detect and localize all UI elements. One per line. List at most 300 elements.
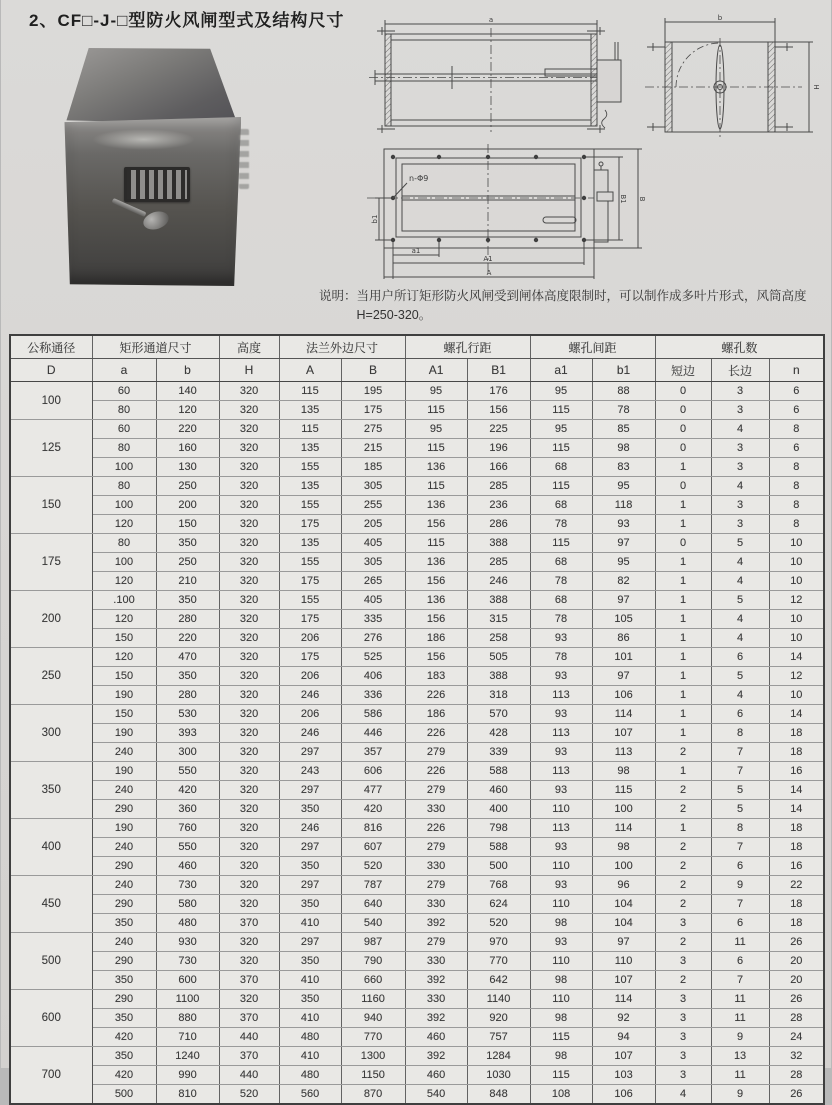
table-row [10, 933, 824, 952]
spec-value-cell: 236 [467, 496, 530, 515]
spec-value-cell: 315 [467, 610, 530, 629]
spec-value-cell: 290 [92, 990, 156, 1009]
spec-value-cell: 350 [279, 952, 341, 971]
spec-value-cell: 186 [405, 629, 467, 648]
spec-value-cell: 787 [341, 876, 405, 895]
spec-value-cell: 760 [156, 819, 219, 838]
spec-value-cell: 10 [769, 553, 824, 572]
spec-value-cell: 95 [530, 382, 592, 401]
spec-value-cell: 1 [655, 762, 711, 781]
spec-value-cell: 11 [711, 933, 769, 952]
spec-value-cell: 98 [530, 1009, 592, 1028]
spec-value-cell: 11 [711, 1066, 769, 1085]
spec-value-cell: 6 [711, 705, 769, 724]
spec-value-cell: 1 [655, 610, 711, 629]
spec-value-cell: 520 [341, 857, 405, 876]
spec-value-cell: 280 [156, 610, 219, 629]
spec-value-cell: 18 [769, 914, 824, 933]
spec-value-cell: 320 [219, 705, 279, 724]
spec-value-cell: 13 [711, 1047, 769, 1066]
spec-value-cell: 113 [530, 724, 592, 743]
nominal-diameter-cell: 400 [10, 819, 92, 876]
nominal-diameter-cell: 500 [10, 933, 92, 990]
spec-value-cell: 4 [711, 420, 769, 439]
spec-value-cell: 8 [769, 515, 824, 534]
spec-value-cell: 240 [92, 933, 156, 952]
spec-value-cell: 320 [219, 401, 279, 420]
nominal-diameter-cell: 600 [10, 990, 92, 1047]
spec-value-cell: 28 [769, 1066, 824, 1085]
spec-value-cell: 7 [711, 895, 769, 914]
table-row [10, 610, 824, 629]
spec-value-cell: 93 [530, 743, 592, 762]
spec-value-cell: 2 [655, 895, 711, 914]
spec-value-cell: 150 [92, 705, 156, 724]
spec-value-cell: 3 [655, 952, 711, 971]
header-short-side: 短边 [655, 359, 711, 382]
spec-value-cell: 80 [92, 439, 156, 458]
spec-value-cell: 1300 [341, 1047, 405, 1066]
spec-value-cell: 246 [279, 686, 341, 705]
spec-value-cell: 240 [92, 781, 156, 800]
spec-value-cell: 97 [592, 534, 655, 553]
spec-value-cell: 640 [341, 895, 405, 914]
spec-value-cell: 406 [341, 667, 405, 686]
spec-value-cell: 140 [156, 382, 219, 401]
spec-value-cell: 1 [655, 648, 711, 667]
spec-value-cell: 320 [219, 724, 279, 743]
spec-value-cell: 226 [405, 724, 467, 743]
spec-value-cell: 920 [467, 1009, 530, 1028]
spec-value-cell: 98 [592, 762, 655, 781]
spec-value-cell: 16 [769, 857, 824, 876]
photo-sheen [92, 129, 194, 150]
spec-value-cell: 275 [341, 420, 405, 439]
spec-value-cell: 115 [405, 534, 467, 553]
photo-louver-grille [124, 167, 190, 202]
table-row [10, 458, 824, 477]
spec-value-cell: 405 [341, 534, 405, 553]
spec-value-cell: 104 [592, 914, 655, 933]
spec-value-cell: 175 [279, 610, 341, 629]
spec-value-cell: 477 [341, 781, 405, 800]
spec-value-cell: 330 [405, 800, 467, 819]
spec-value-cell: 2 [655, 857, 711, 876]
spec-value-cell: 410 [279, 914, 341, 933]
spec-value-cell: 14 [769, 648, 824, 667]
spec-value-cell: 930 [156, 933, 219, 952]
spec-value-cell: 12 [769, 591, 824, 610]
spec-value-cell: 18 [769, 743, 824, 762]
spec-value-cell: 320 [219, 648, 279, 667]
spec-value-cell: 768 [467, 876, 530, 895]
spec-value-cell: 135 [279, 439, 341, 458]
spec-value-cell: 880 [156, 1009, 219, 1028]
spec-value-cell: 607 [341, 838, 405, 857]
spec-value-cell: 115 [279, 382, 341, 401]
spec-value-cell: 115 [530, 401, 592, 420]
spec-value-cell: 410 [279, 1047, 341, 1066]
spec-value-cell: 10 [769, 629, 824, 648]
spec-value-cell: 420 [92, 1066, 156, 1085]
spec-value-cell: 11 [711, 990, 769, 1009]
spec-value-cell: 115 [405, 439, 467, 458]
note-label: 说明： [319, 289, 357, 303]
spec-value-cell: 0 [655, 534, 711, 553]
spec-value-cell: 6 [711, 914, 769, 933]
spec-value-cell: 115 [592, 781, 655, 800]
spec-value-cell: 7 [711, 971, 769, 990]
spec-value-cell: 136 [405, 591, 467, 610]
spec-value-cell: 2 [655, 781, 711, 800]
spec-value-cell: 258 [467, 629, 530, 648]
header-rect-duct-size: 矩形通道尺寸 [92, 335, 219, 359]
spec-value-cell: 5 [711, 781, 769, 800]
table-row [10, 724, 824, 743]
spec-value-cell: 205 [341, 515, 405, 534]
table-row [10, 1066, 824, 1085]
spec-value-cell: 520 [467, 914, 530, 933]
spec-value-cell: 600 [156, 971, 219, 990]
spec-value-cell: 100 [92, 496, 156, 515]
spec-value-cell: 18 [769, 838, 824, 857]
spec-value-cell: 588 [467, 762, 530, 781]
spec-value-cell: 120 [156, 401, 219, 420]
spec-value-cell: 290 [92, 800, 156, 819]
spec-value-cell: 18 [769, 724, 824, 743]
nominal-diameter-cell: 150 [10, 477, 92, 534]
spec-value-cell: 78 [592, 401, 655, 420]
spec-value-cell: 196 [467, 439, 530, 458]
header-H: H [219, 359, 279, 382]
spec-value-cell: 150 [156, 515, 219, 534]
spec-value-cell: 110 [530, 800, 592, 819]
nominal-diameter-cell: 300 [10, 705, 92, 762]
photo-top-face [66, 48, 237, 124]
spec-value-cell: 1 [655, 724, 711, 743]
spec-value-cell: 92 [592, 1009, 655, 1028]
spec-value-cell: 405 [341, 591, 405, 610]
spec-value-cell: 78 [530, 515, 592, 534]
spec-value-cell: 78 [530, 648, 592, 667]
spec-value-cell: 530 [156, 705, 219, 724]
spec-value-cell: 1 [655, 572, 711, 591]
spec-value-cell: 243 [279, 762, 341, 781]
spec-value-cell: 410 [279, 1009, 341, 1028]
spec-value-cell: 0 [655, 401, 711, 420]
spec-value-cell: 320 [219, 382, 279, 401]
spec-value-cell: 175 [279, 572, 341, 591]
table-row [10, 952, 824, 971]
spec-value-cell: 1140 [467, 990, 530, 1009]
spec-value-cell: 1030 [467, 1066, 530, 1085]
spec-value-cell: 6 [769, 401, 824, 420]
scanned-page [1, 0, 831, 1100]
spec-value-cell: 357 [341, 743, 405, 762]
table-row [10, 1085, 824, 1105]
spec-value-cell: 350 [92, 1047, 156, 1066]
spec-value-cell: 16 [769, 762, 824, 781]
spec-value-cell: 93 [530, 667, 592, 686]
spec-value-cell: 93 [530, 933, 592, 952]
spec-value-cell: 1 [655, 515, 711, 534]
spec-value-cell: 520 [219, 1085, 279, 1105]
table-row [10, 477, 824, 496]
spec-value-cell: 103 [592, 1066, 655, 1085]
spec-value-cell: 350 [92, 1009, 156, 1028]
photo-stamp-mark [239, 129, 249, 189]
spec-value-cell: 250 [156, 553, 219, 572]
spec-value-cell: 480 [279, 1028, 341, 1047]
end-view-drawing [637, 14, 832, 144]
spec-value-cell: 114 [592, 990, 655, 1009]
spec-value-cell: 1100 [156, 990, 219, 1009]
spec-value-cell: 350 [156, 591, 219, 610]
table-row [10, 914, 824, 933]
table-row [10, 819, 824, 838]
spec-value-cell: 113 [530, 762, 592, 781]
table-row [10, 838, 824, 857]
product-photo [59, 48, 245, 286]
spec-value-cell: 115 [530, 1066, 592, 1085]
spec-value-cell: 9 [711, 1085, 769, 1105]
spec-value-cell: 32 [769, 1047, 824, 1066]
spec-value-cell: 3 [711, 439, 769, 458]
spec-value-cell: 9 [711, 1028, 769, 1047]
spec-value-cell: 300 [156, 743, 219, 762]
header-D: D [10, 359, 92, 382]
spec-value-cell: 540 [405, 1085, 467, 1105]
spec-value-cell: 98 [592, 838, 655, 857]
spec-value-cell: 97 [592, 933, 655, 952]
spec-value-cell: 166 [467, 458, 530, 477]
spec-value-cell: 60 [92, 420, 156, 439]
spec-value-cell: 206 [279, 667, 341, 686]
spec-value-cell: 110 [530, 857, 592, 876]
spec-value-cell: 660 [341, 971, 405, 990]
spec-value-cell: 100 [592, 800, 655, 819]
spec-value-cell: 570 [467, 705, 530, 724]
spec-value-cell: 98 [530, 914, 592, 933]
spec-value-cell: 78 [530, 610, 592, 629]
spec-value-cell: 2 [655, 971, 711, 990]
spec-value-cell: 388 [467, 667, 530, 686]
spec-value-cell: 20 [769, 952, 824, 971]
spec-value-cell: 320 [219, 819, 279, 838]
spec-value-cell: 297 [279, 743, 341, 762]
spec-value-cell: 22 [769, 876, 824, 895]
spec-value-cell: 136 [405, 553, 467, 572]
spec-value-cell: 6 [769, 439, 824, 458]
header-bolt-hole-pitch: 螺孔间距 [530, 335, 655, 359]
spec-value-cell: 285 [467, 477, 530, 496]
spec-value-cell: 95 [405, 382, 467, 401]
spec-value-cell: 107 [592, 971, 655, 990]
spec-value-cell: 7 [711, 743, 769, 762]
spec-value-cell: 392 [405, 914, 467, 933]
table-row [10, 591, 824, 610]
table-row [10, 534, 824, 553]
spec-value-cell: 110 [530, 895, 592, 914]
table-row [10, 1028, 824, 1047]
spec-value-cell: 580 [156, 895, 219, 914]
spec-value-cell: 220 [156, 420, 219, 439]
spec-value-cell: 470 [156, 648, 219, 667]
spec-value-cell: 730 [156, 952, 219, 971]
spec-value-cell: 6 [711, 952, 769, 971]
spec-value-cell: 320 [219, 572, 279, 591]
spec-value-cell: 95 [592, 477, 655, 496]
spec-value-cell: 330 [405, 895, 467, 914]
spec-value-cell: 93 [530, 781, 592, 800]
spec-value-cell: 115 [530, 1028, 592, 1047]
table-row [10, 648, 824, 667]
spec-value-cell: 525 [341, 648, 405, 667]
spec-value-cell: 93 [530, 838, 592, 857]
spec-value-cell: 83 [592, 458, 655, 477]
spec-value-cell: 113 [530, 686, 592, 705]
spec-value-cell: 104 [592, 895, 655, 914]
spec-value-cell: 110 [530, 990, 592, 1009]
nominal-diameter-cell: 450 [10, 876, 92, 933]
spec-value-cell: 136 [405, 458, 467, 477]
spec-value-cell: 93 [592, 515, 655, 534]
spec-value-cell: 420 [92, 1028, 156, 1047]
spec-value-cell: 870 [341, 1085, 405, 1105]
spec-value-cell: 320 [219, 876, 279, 895]
spec-value-cell: 95 [530, 420, 592, 439]
spec-value-cell: 115 [530, 477, 592, 496]
spec-value-cell: 265 [341, 572, 405, 591]
page-title: 2、CF□-J-□型防火风闸型式及结构尺寸 [29, 11, 345, 30]
spec-value-cell: 770 [341, 1028, 405, 1047]
spec-value-cell: 105 [592, 610, 655, 629]
spec-value-cell: 8 [769, 496, 824, 515]
spec-value-cell: 226 [405, 762, 467, 781]
spec-value-cell: 95 [405, 420, 467, 439]
spec-value-cell: 97 [592, 667, 655, 686]
header-group-row [10, 335, 824, 359]
spec-value-cell: 320 [219, 610, 279, 629]
spec-value-cell: 1284 [467, 1047, 530, 1066]
flange-dim-b1: b1 [371, 214, 379, 224]
spec-value-cell: 8 [769, 477, 824, 496]
spec-value-cell: 550 [156, 838, 219, 857]
spec-value-cell: 10 [769, 534, 824, 553]
spec-value-cell: 1150 [341, 1066, 405, 1085]
spec-value-cell: 3 [655, 990, 711, 1009]
spec-value-cell: 970 [467, 933, 530, 952]
spec-value-cell: 2 [655, 743, 711, 762]
spec-value-cell: 226 [405, 819, 467, 838]
spec-value-cell: 98 [592, 439, 655, 458]
spec-value-cell: 130 [156, 458, 219, 477]
table-row [10, 781, 824, 800]
spec-value-cell: 320 [219, 591, 279, 610]
spec-value-cell: 940 [341, 1009, 405, 1028]
spec-value-cell: 250 [156, 477, 219, 496]
spec-value-cell: 330 [405, 857, 467, 876]
spec-value-cell: 3 [711, 382, 769, 401]
spec-value-cell: 392 [405, 1047, 467, 1066]
spec-value-cell: 115 [530, 534, 592, 553]
spec-value-cell: 1160 [341, 990, 405, 1009]
nominal-diameter-cell: 175 [10, 534, 92, 591]
nominal-diameter-cell: 250 [10, 648, 92, 705]
spec-value-cell: 0 [655, 382, 711, 401]
spec-value-cell: 98 [530, 971, 592, 990]
header-A: A [279, 359, 341, 382]
spec-value-cell: 107 [592, 724, 655, 743]
spec-value-cell: 175 [341, 401, 405, 420]
spec-value-cell: 5 [711, 591, 769, 610]
header-b: b [156, 359, 219, 382]
flange-dim-A: A [486, 269, 492, 277]
spec-value-cell: 540 [341, 914, 405, 933]
spec-value-cell: 106 [592, 1085, 655, 1105]
spec-value-cell: 10 [769, 686, 824, 705]
table-row [10, 420, 824, 439]
spec-value-cell: 1 [655, 686, 711, 705]
spec-value-cell: 320 [219, 990, 279, 1009]
spec-value-cell: 210 [156, 572, 219, 591]
spec-value-cell: 190 [92, 819, 156, 838]
spec-value-cell: 446 [341, 724, 405, 743]
spec-value-cell: 5 [711, 667, 769, 686]
header-a: a [92, 359, 156, 382]
spec-value-cell: 320 [219, 743, 279, 762]
spec-value-cell: 8 [711, 724, 769, 743]
spec-value-cell: 285 [467, 553, 530, 572]
spec-value-cell: 206 [279, 705, 341, 724]
spec-value-cell: 80 [92, 477, 156, 496]
header-bolt-row-pitch: 螺孔行距 [405, 335, 530, 359]
spec-value-cell: 240 [92, 743, 156, 762]
spec-value-cell: 78 [530, 572, 592, 591]
spec-value-cell: 350 [156, 667, 219, 686]
flange-dim-B: B [638, 196, 646, 202]
spec-value-cell: 460 [405, 1066, 467, 1085]
side-view-length-dim: a [488, 16, 494, 24]
spec-value-cell: 1 [655, 667, 711, 686]
spec-value-cell: 336 [341, 686, 405, 705]
spec-value-cell: 156 [405, 572, 467, 591]
spec-value-cell: 320 [219, 534, 279, 553]
spec-value-cell: 588 [467, 838, 530, 857]
spec-value-cell: 400 [467, 800, 530, 819]
spec-value-cell: 2 [655, 800, 711, 819]
spec-value-cell: 3 [711, 458, 769, 477]
spec-value-cell: 330 [405, 952, 467, 971]
nominal-diameter-cell: 200 [10, 591, 92, 648]
spec-value-cell: 318 [467, 686, 530, 705]
spec-value-cell: 320 [219, 515, 279, 534]
spec-value-cell: 185 [341, 458, 405, 477]
spec-value-cell: 100 [592, 857, 655, 876]
table-row [10, 686, 824, 705]
spec-value-cell: 4 [711, 477, 769, 496]
spec-value-cell: 320 [219, 477, 279, 496]
spec-value-cell: 410 [279, 971, 341, 990]
spec-value-cell: 460 [405, 1028, 467, 1047]
spec-value-cell: 0 [655, 420, 711, 439]
spec-value-cell: 82 [592, 572, 655, 591]
spec-value-cell: 14 [769, 705, 824, 724]
nominal-diameter-cell: 350 [10, 762, 92, 819]
spec-value-cell: 10 [769, 572, 824, 591]
flange-dim-a1: a1 [411, 247, 421, 255]
spec-value-cell: 3 [655, 1066, 711, 1085]
